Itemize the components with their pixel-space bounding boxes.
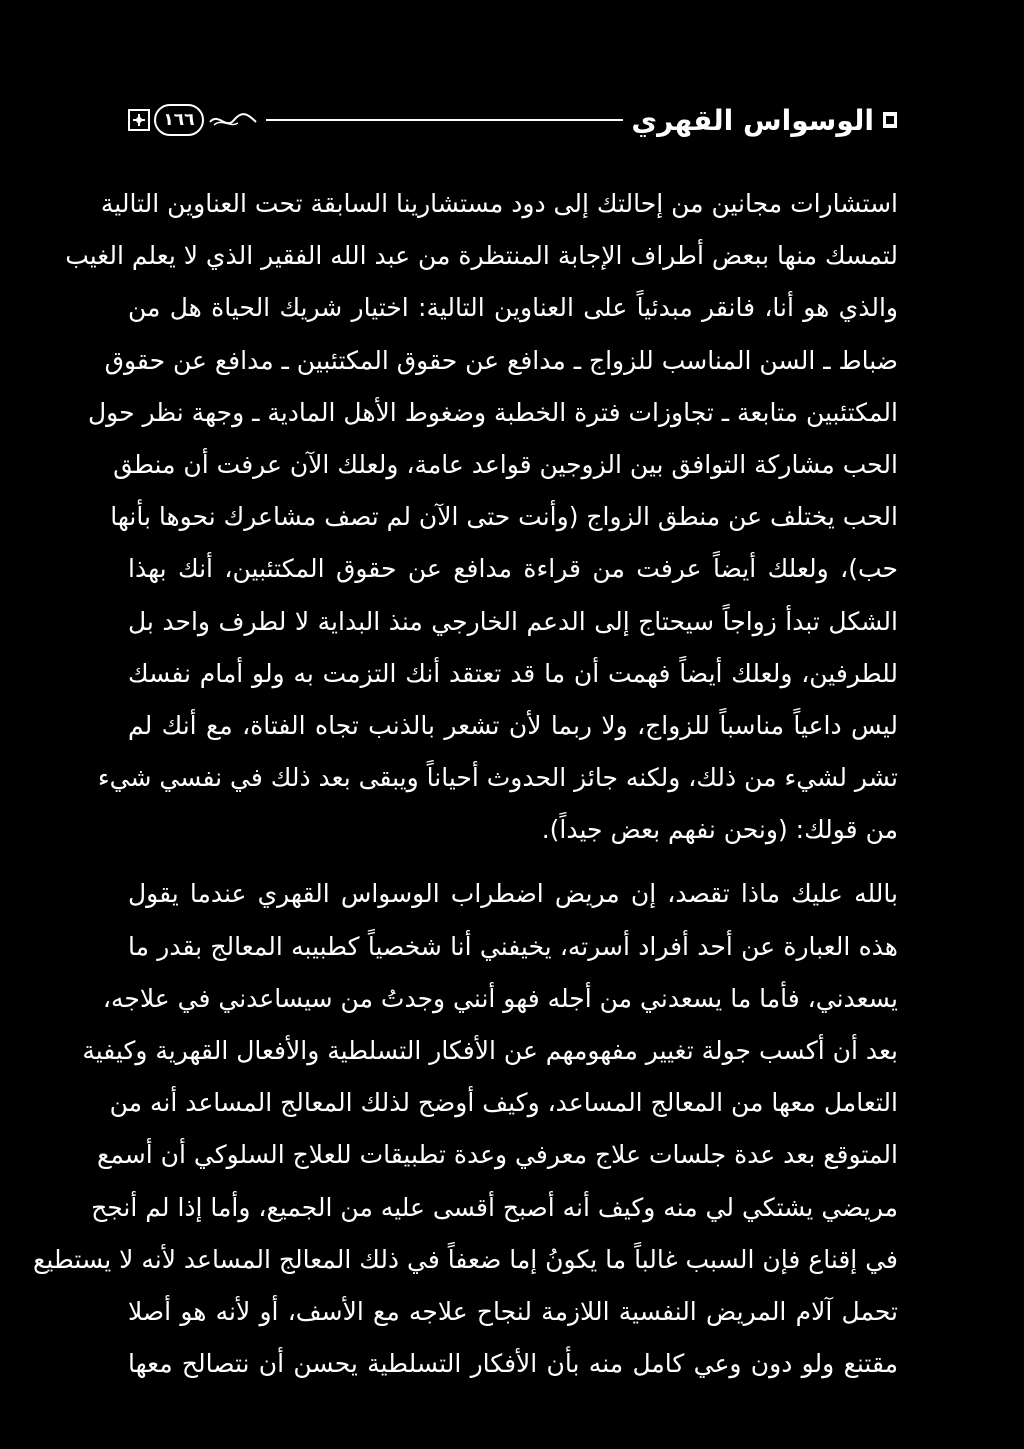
text-line: مريضي يشتكي لي منه وكيف أنه أصبح أقسى عليه من الجميع، وأما إذا لم أنجح: [91, 1192, 898, 1222]
text-line: للطرفين، ولعلك أيضاً فهمت أن ما قد تعتقد أنك التزمت به ولو أمام نفسك: [128, 658, 898, 688]
page-number: ١٦٦: [154, 104, 204, 136]
body-text: [33, 178, 898, 1390]
text-line: والذي هو أنا، فانقر مبدئياً على العناوين التالية: اختيار شريك الحياة هل من: [128, 293, 898, 323]
text-line: من قولك: (ونحن نفهم بعض جيداً).: [541, 815, 898, 845]
header-rule: [266, 119, 623, 121]
text-line: هذه العبارة عن أحد أفراد أسرته، يخيفني أنا شخصياً كطبيبه المعالج بقدر ما: [128, 931, 898, 961]
text-line: لتمسك منها ببعض أطراف الإجابة المنتظرة من عبد الله الفقير الذي لا يعلم الغيب: [65, 241, 898, 271]
text-line: تحمل آلام المريض النفسية اللازمة لنجاح علاجه مع الأسف، أو لأنه هو أصلا: [128, 1296, 898, 1326]
paragraph-1: [65, 178, 898, 856]
paragraph-2: [33, 868, 898, 1390]
paragraph-gap: [128, 856, 898, 868]
flourish-icon: [208, 110, 258, 130]
text-line: التعامل معها من المعالج المساعد، وكيف أوضح لذلك المعالج المساعد أنه من: [109, 1088, 898, 1118]
running-title: الوسواس القهري: [631, 103, 874, 137]
text-line: استشارات مجانين من إحالتك إلى دود مستشارينا السابقة تحت العناوين التالية: [100, 189, 898, 218]
text-line: الشكل تبدأ زواجاً سيحتاج إلى الدعم الخارجي منذ البداية لا لطرف واحد بل: [128, 606, 898, 636]
page-header: [128, 94, 898, 146]
text-line: المكتئبين متابعة ـ تجاوزات فترة الخطبة وضغوط الأهل المادية ـ وجهة نظر حول: [88, 397, 898, 427]
text-line: مقتنع ولو دون وعي كامل منه بأن الأفكار التسلطية يحسن أن نتصالح معها: [128, 1349, 898, 1379]
text-line: تشر لشيء من ذلك، ولكنه جائز الحدوث أحياناً ويبقى بعد ذلك في نفسي شيء: [97, 763, 898, 793]
ornament-right-icon: [882, 109, 898, 131]
text-line: ليس داعياً مناسباً للزواج، ولا ربما لأن تشعر بالذنب تجاه الفتاة، مع أنك لم: [128, 710, 898, 740]
text-line: الحب يختلف عن منطق الزواج (وأنت حتى الآن لم تصف مشاعرك نحوها بأنها: [110, 502, 898, 532]
ornament-left-icon: [128, 109, 150, 131]
text-line: حب)، ولعلك أيضاً عرفت من قراءة مدافع عن حقوق المكتئبين، أنك بهذا: [128, 554, 898, 584]
text-line: يسعدني، فأما ما يسعدني من أجله فهو أنني وجدتُ من سيساعدني في علاجه،: [102, 983, 898, 1013]
text-line: الحب مشاركة التوافق بين الزوجين قواعد عامة، ولعلك الآن عرفت أن منطق: [113, 449, 898, 479]
text-line: بالله عليك ماذا تقصد، إن مريض اضطراب الوسواس القهري عندما يقول: [128, 879, 898, 909]
text-line: المتوقع بعد عدة جلسات علاج معرفي وعدة تطبيقات للعلاج السلوكي أن أسمع: [97, 1140, 898, 1170]
text-line: بعد أن أكسب جولة تغيير مفهومهم عن الأفكار التسلطية والأفعال القهرية وكيفية: [82, 1036, 898, 1065]
text-line: ضباط ـ السن المناسب للزواج ـ مدافع عن حقوق المكتئبين ـ مدافع عن حقوق: [104, 345, 898, 375]
text-line: في إقناع فإن السبب غالباً ما يكونُ إما ضعفاً في ذلك المعالج المساعد لأنه لا يستطيع: [33, 1244, 898, 1274]
